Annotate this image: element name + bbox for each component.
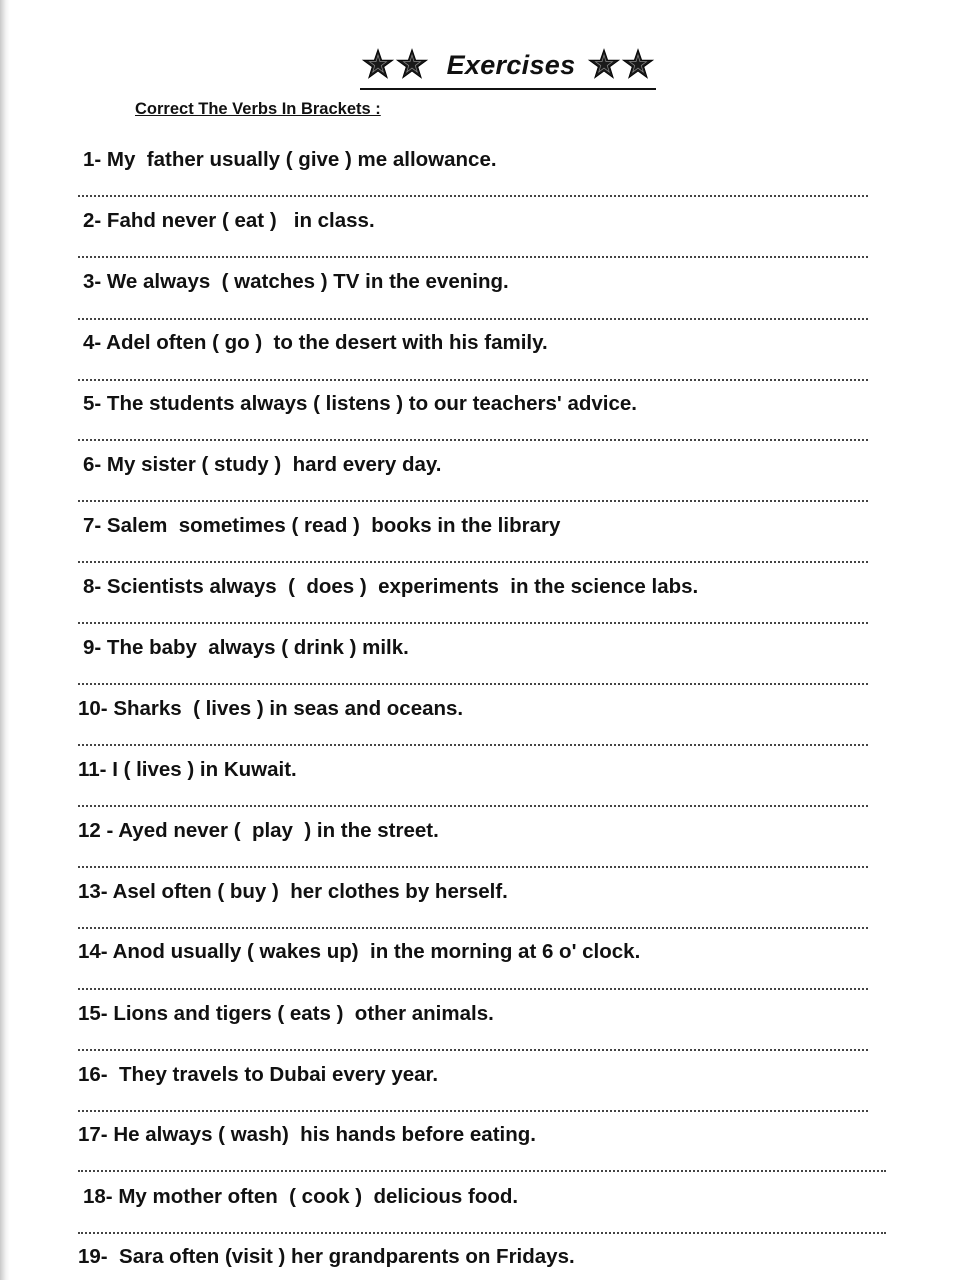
- exercise-item: 15- Lions and tigers ( eats ) other animals.: [78, 1002, 494, 1025]
- answer-line[interactable]: [78, 1170, 886, 1172]
- answer-line[interactable]: [78, 1049, 868, 1051]
- answer-line[interactable]: [78, 988, 868, 990]
- exercise-item: 4- Adel often ( go ) to the desert with his family.: [83, 331, 548, 354]
- exercise-item: 13- Asel often ( buy ) her clothes by herself.: [78, 880, 508, 903]
- answer-line[interactable]: [78, 805, 868, 807]
- answer-line[interactable]: [78, 1110, 868, 1112]
- page-edge-shadow: [0, 0, 10, 1280]
- exercise-item: 11- I ( lives ) in Kuwait.: [78, 758, 297, 781]
- exercise-item: 6- My sister ( study ) hard every day.: [83, 453, 442, 476]
- answer-line[interactable]: [78, 500, 868, 502]
- exercise-item: 1- My father usually ( give ) me allowance.: [83, 148, 497, 171]
- answer-line[interactable]: [78, 318, 868, 320]
- answer-line[interactable]: [78, 379, 868, 381]
- answer-line[interactable]: [78, 622, 868, 624]
- exercise-item: 12 - Ayed never ( play ) in the street.: [78, 819, 439, 842]
- page-title: Exercises: [446, 49, 576, 80]
- answer-line[interactable]: [78, 927, 868, 929]
- star-icon: [587, 48, 621, 82]
- exercise-item: 10- Sharks ( lives ) in seas and oceans.: [78, 697, 464, 720]
- exercise-item: 2- Fahd never ( eat ) in class.: [83, 209, 375, 232]
- exercise-item: 5- The students always ( listens ) to our teachers' advice.: [83, 392, 637, 415]
- exercise-item: 19- Sara often (visit ) her grandparents on Fridays.: [78, 1245, 575, 1268]
- exercise-item: 7- Salem sometimes ( read ) books in the library: [83, 514, 561, 537]
- answer-line[interactable]: [78, 256, 868, 258]
- star-icon: [621, 48, 655, 82]
- star-icon: [395, 48, 429, 82]
- answer-line[interactable]: [78, 1232, 886, 1234]
- answer-line[interactable]: [78, 439, 868, 441]
- answer-line[interactable]: [78, 866, 868, 868]
- exercise-item: 14- Anod usually ( wakes up) in the morning at 6 o' clock.: [78, 940, 641, 963]
- exercise-item: 18- My mother often ( cook ) delicious food.: [83, 1185, 519, 1208]
- answer-line[interactable]: [78, 744, 868, 746]
- exercise-item: 16- They travels to Dubai every year.: [78, 1063, 439, 1086]
- star-icon: [361, 48, 395, 82]
- exercise-item: 17- He always ( wash) his hands before eating.: [78, 1123, 536, 1146]
- exercise-item: 9- The baby always ( drink ) milk.: [83, 636, 409, 659]
- answer-line[interactable]: [78, 683, 868, 685]
- answer-line[interactable]: [78, 195, 868, 197]
- answer-line[interactable]: [78, 561, 868, 563]
- title-banner: [360, 42, 656, 90]
- instruction-heading: Correct The Verbs In Brackets :: [135, 100, 381, 118]
- exercise-item: 3- We always ( watches ) TV in the evening.: [83, 270, 509, 293]
- exercise-item: 8- Scientists always ( does ) experiments in the science labs.: [83, 575, 699, 598]
